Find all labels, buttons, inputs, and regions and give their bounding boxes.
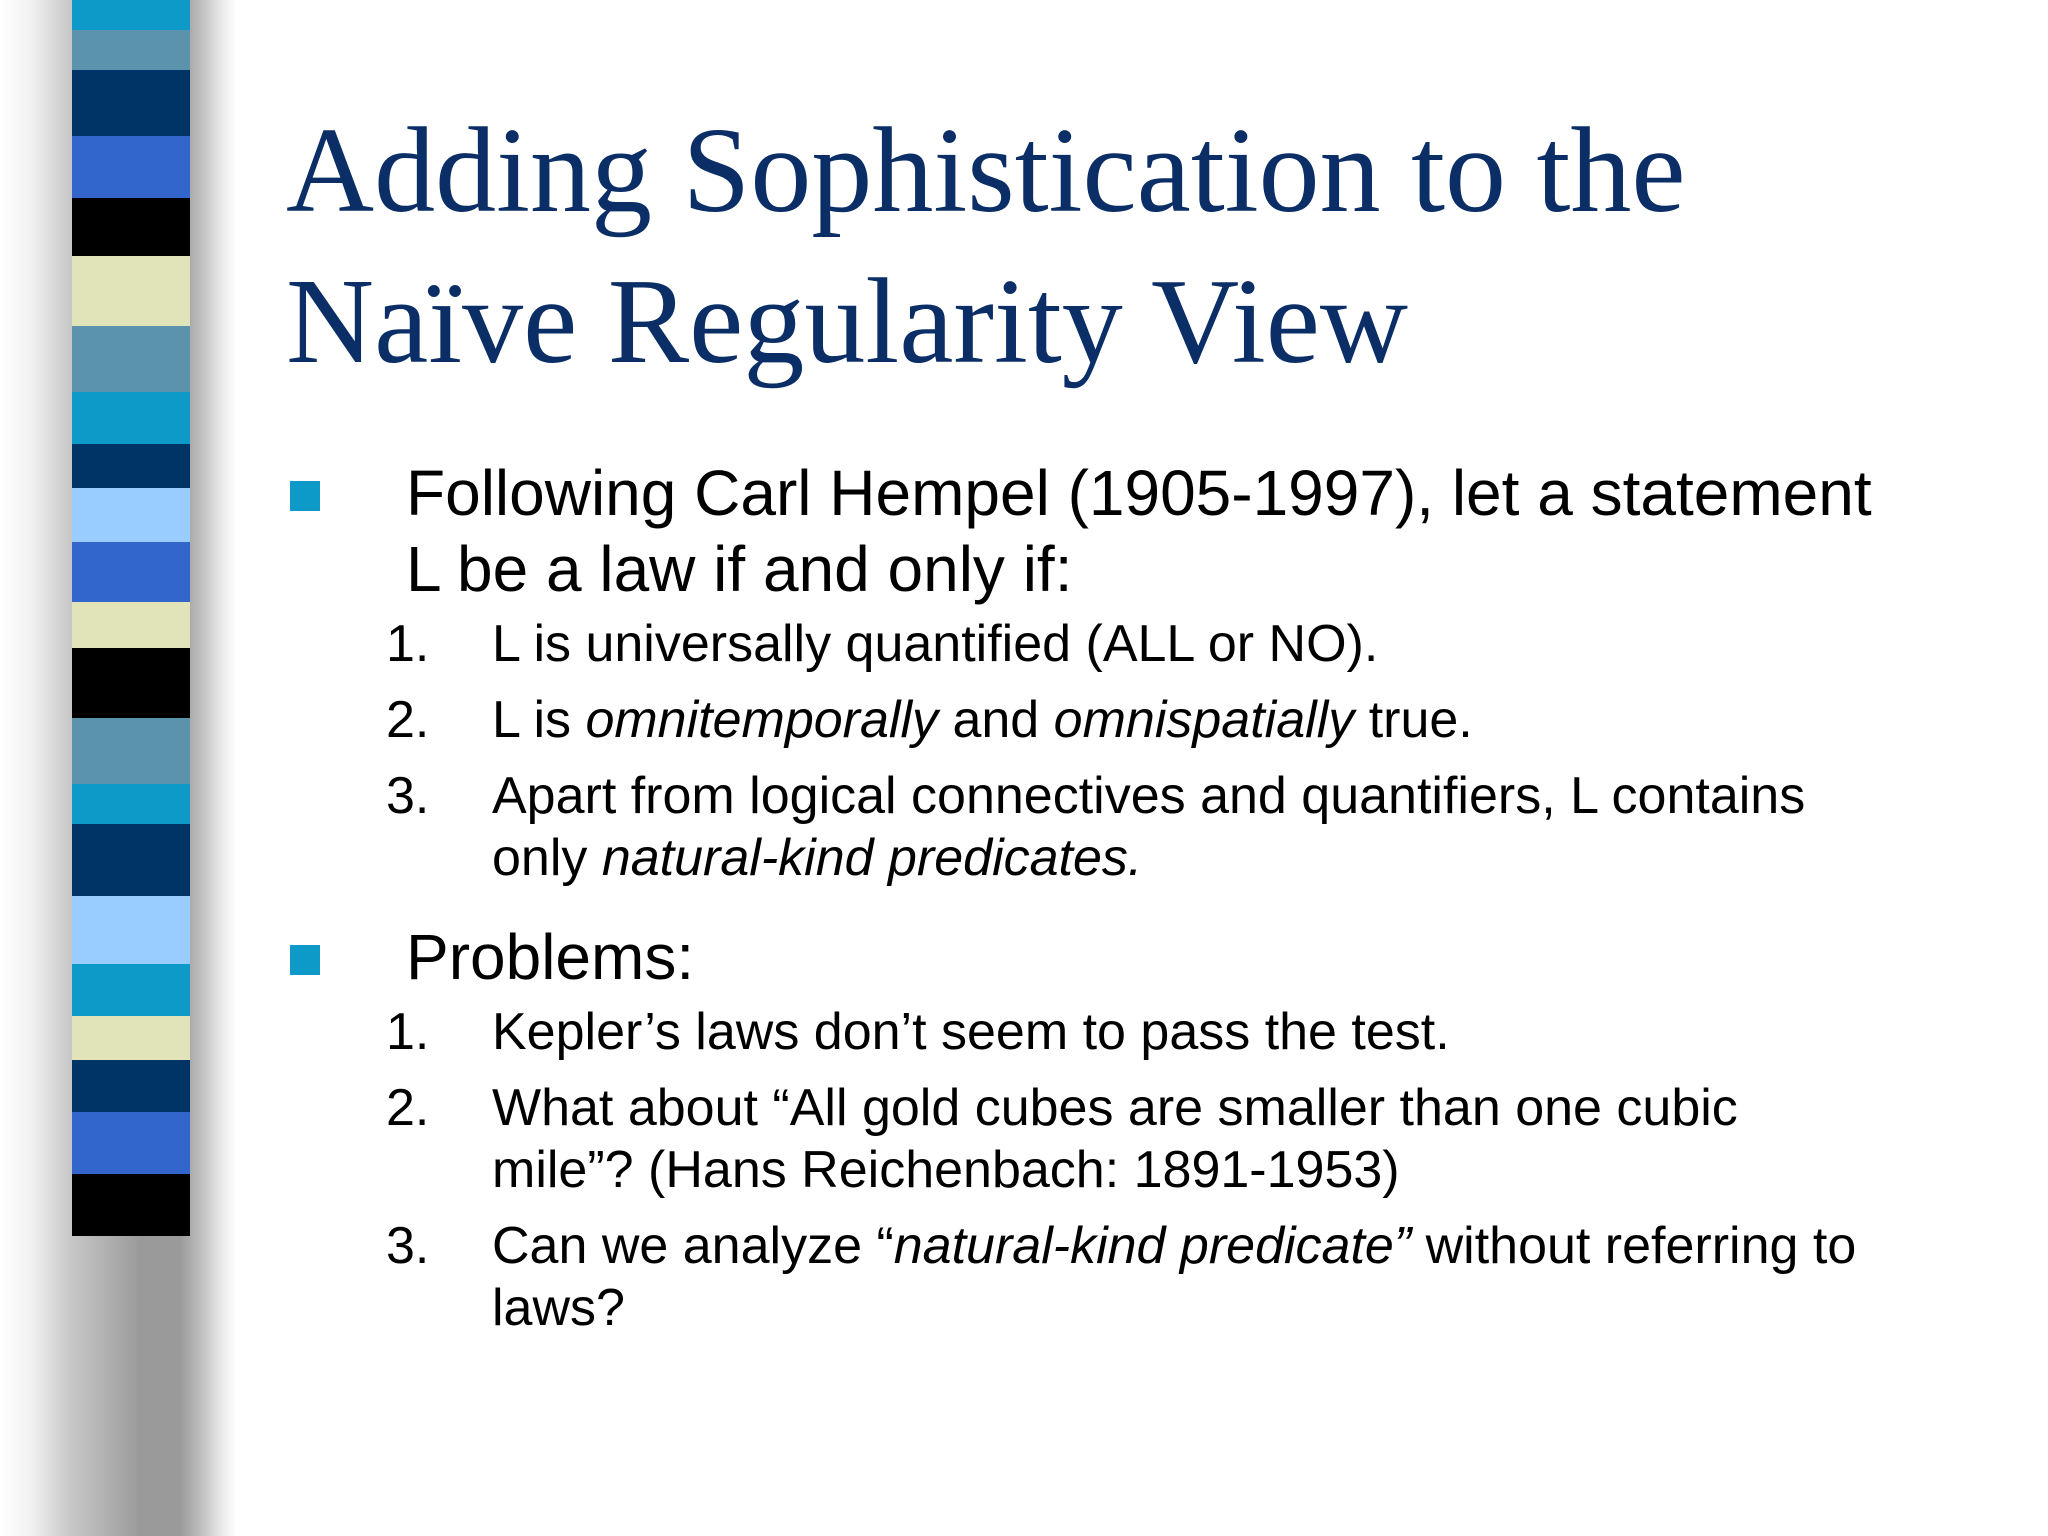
text-segment: mile”? (Hans Reichenbach: 1891-1953) (492, 1141, 1400, 1199)
italic-text: natural-kind predicates. (601, 829, 1143, 887)
item-text-line (492, 1077, 2006, 1139)
text-segment: laws? (492, 1279, 625, 1337)
item-number: 2. (386, 1079, 430, 1137)
decor-stripe (72, 784, 190, 824)
bullet-item (286, 455, 2006, 607)
item-text-line (492, 827, 2006, 889)
bullet-gap (286, 903, 2006, 919)
decor-stripe (72, 542, 190, 602)
item-number: 3. (386, 767, 430, 825)
numbered-item (286, 689, 2006, 751)
decor-stripe (72, 964, 190, 1016)
italic-text: natural-kind predicate” (893, 1217, 1412, 1275)
text-segment: without referring to (1411, 1217, 1857, 1275)
item-number: 3. (386, 1217, 430, 1275)
decor-stripe (72, 198, 190, 256)
decor-stripe (72, 1174, 190, 1236)
bullet-text-line: L be a law if and only if: (406, 533, 1073, 605)
text-segment: true. (1354, 691, 1473, 749)
decor-stripe (72, 718, 190, 784)
numbered-sublist (286, 1001, 2006, 1339)
numbered-item (286, 1215, 2006, 1339)
numbered-item (286, 1001, 2006, 1063)
decor-stripe (72, 648, 190, 718)
decor-stripe (72, 136, 190, 198)
decor-stripe (72, 488, 190, 542)
bullet-item (286, 919, 2006, 995)
bullet-text-line: Problems: (406, 921, 695, 993)
numbered-item (286, 765, 2006, 889)
item-text-line (492, 765, 2006, 827)
numbered-item (286, 613, 2006, 675)
decor-stripe (72, 30, 190, 70)
decor-stripe (72, 896, 190, 964)
bullet-text-line: Following Carl Hempel (1905-1997), let a statement (406, 457, 1872, 529)
item-text-line (492, 1277, 2006, 1339)
decor-stripe (72, 326, 190, 392)
text-segment: and (938, 691, 1054, 749)
decor-stripe (72, 824, 190, 896)
decor-stripe (72, 1112, 190, 1174)
text-segment: only (492, 829, 602, 887)
item-text-line (492, 1215, 2006, 1277)
item-text-line (492, 689, 2006, 751)
item-text-line (492, 613, 2006, 675)
decor-stripe (72, 602, 190, 648)
slide-title (286, 95, 2006, 397)
text-segment: Apart from logical connectives and quantifiers, L contains (492, 767, 1806, 825)
square-bullet-icon (290, 945, 320, 975)
numbered-sublist (286, 613, 2006, 889)
decor-stripe (72, 256, 190, 326)
decor-stripe (72, 444, 190, 488)
title-line-2: Naïve Regularity View (286, 254, 1409, 389)
decor-stripe (72, 0, 190, 30)
italic-text: omnispatially (1053, 691, 1355, 749)
item-text-line (492, 1139, 2006, 1201)
text-segment: L is universally quantified (ALL or NO). (492, 615, 1379, 673)
decor-stripe (72, 1016, 190, 1060)
title-line-1: Adding Sophistication to the (286, 103, 1686, 238)
item-text-line (492, 1001, 2006, 1063)
decor-stripe (72, 1060, 190, 1112)
text-segment: Can we analyze “ (492, 1217, 894, 1275)
slide-body (286, 455, 2006, 1353)
text-segment: L is (492, 691, 586, 749)
decor-stripe (72, 392, 190, 444)
decorative-stripe-bar (72, 0, 190, 1536)
item-number: 2. (386, 691, 430, 749)
item-number: 1. (386, 1003, 430, 1061)
square-bullet-icon (290, 481, 320, 511)
italic-text: omnitemporally (585, 691, 939, 749)
decor-stripe (72, 70, 190, 136)
text-segment: Kepler’s laws don’t seem to pass the test. (492, 1003, 1450, 1061)
item-number: 1. (386, 615, 430, 673)
numbered-item (286, 1077, 2006, 1201)
text-segment: What about “All gold cubes are smaller than one cubic (492, 1079, 1738, 1137)
